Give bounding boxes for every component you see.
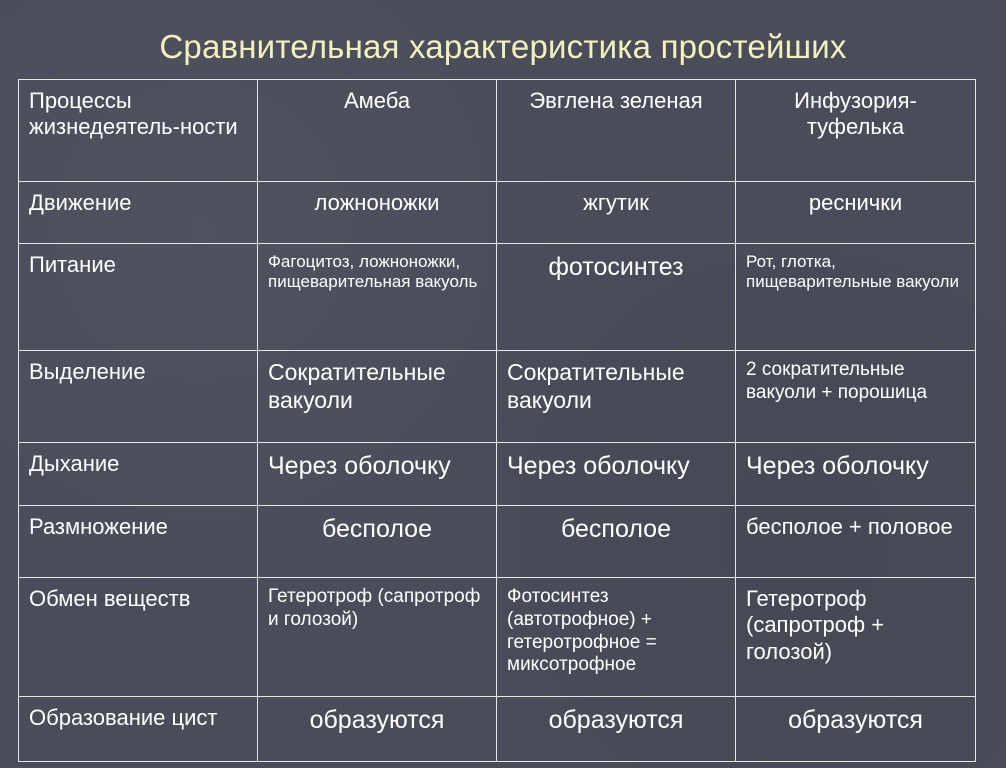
row-label: Размножение <box>19 506 258 578</box>
row-label: Питание <box>19 244 258 351</box>
row-label: Движение <box>19 182 258 244</box>
slide-title: Сравнительная характеристика простейших <box>159 28 847 65</box>
table-cell: Сократительные вакуоли <box>258 351 497 443</box>
table-cell: жгутик <box>497 182 736 244</box>
header-processes: Процессы жизнедеятель-ности <box>19 80 258 182</box>
table-cell: бесполое + половое <box>736 506 976 578</box>
table-cell: Сократительные вакуоли <box>497 351 736 443</box>
table-cell: Фотосинтез (автотрофное) + гетеротрофное = миксотрофное <box>497 578 736 697</box>
table-cell: бесполое <box>497 506 736 578</box>
table-row <box>19 697 976 762</box>
table-cell: Гетеротроф (сапротроф и голозой) <box>258 578 497 697</box>
row-label: Дыхание <box>19 443 258 506</box>
table-row <box>19 506 976 578</box>
table-cell: фотосинтез <box>497 244 736 351</box>
row-label: Образование цист <box>19 697 258 762</box>
row-label: Выделение <box>19 351 258 443</box>
table-cell: образуются <box>736 697 976 762</box>
table-cell: Гетеротроф (сапротроф + голозой) <box>736 578 976 697</box>
table-row <box>19 578 976 697</box>
header-euglena: Эвглена зеленая <box>497 80 736 182</box>
table-cell: реснички <box>736 182 976 244</box>
row-label: Обмен веществ <box>19 578 258 697</box>
table-header-row <box>19 80 976 182</box>
header-amoeba: Амеба <box>258 80 497 182</box>
table-cell: бесполое <box>258 506 497 578</box>
header-paramecium: Инфузория-туфелька <box>736 80 976 182</box>
table-cell: 2 сократительные вакуоли + порошица <box>736 351 976 443</box>
table-row <box>19 443 976 506</box>
table-cell: образуются <box>497 697 736 762</box>
table-cell: образуются <box>258 697 497 762</box>
table-cell: Через оболочку <box>736 443 976 506</box>
table-row <box>19 351 976 443</box>
table-row <box>19 244 976 351</box>
comparison-table <box>18 79 976 762</box>
table-cell: Через оболочку <box>258 443 497 506</box>
table-cell: Фагоцитоз, ложноножки, пищеварительная вакуоль <box>258 244 497 351</box>
table-cell: ложноножки <box>258 182 497 244</box>
table-row <box>19 182 976 244</box>
table-cell: Через оболочку <box>497 443 736 506</box>
table-cell: Рот, глотка, пищеварительные вакуоли <box>736 244 976 351</box>
